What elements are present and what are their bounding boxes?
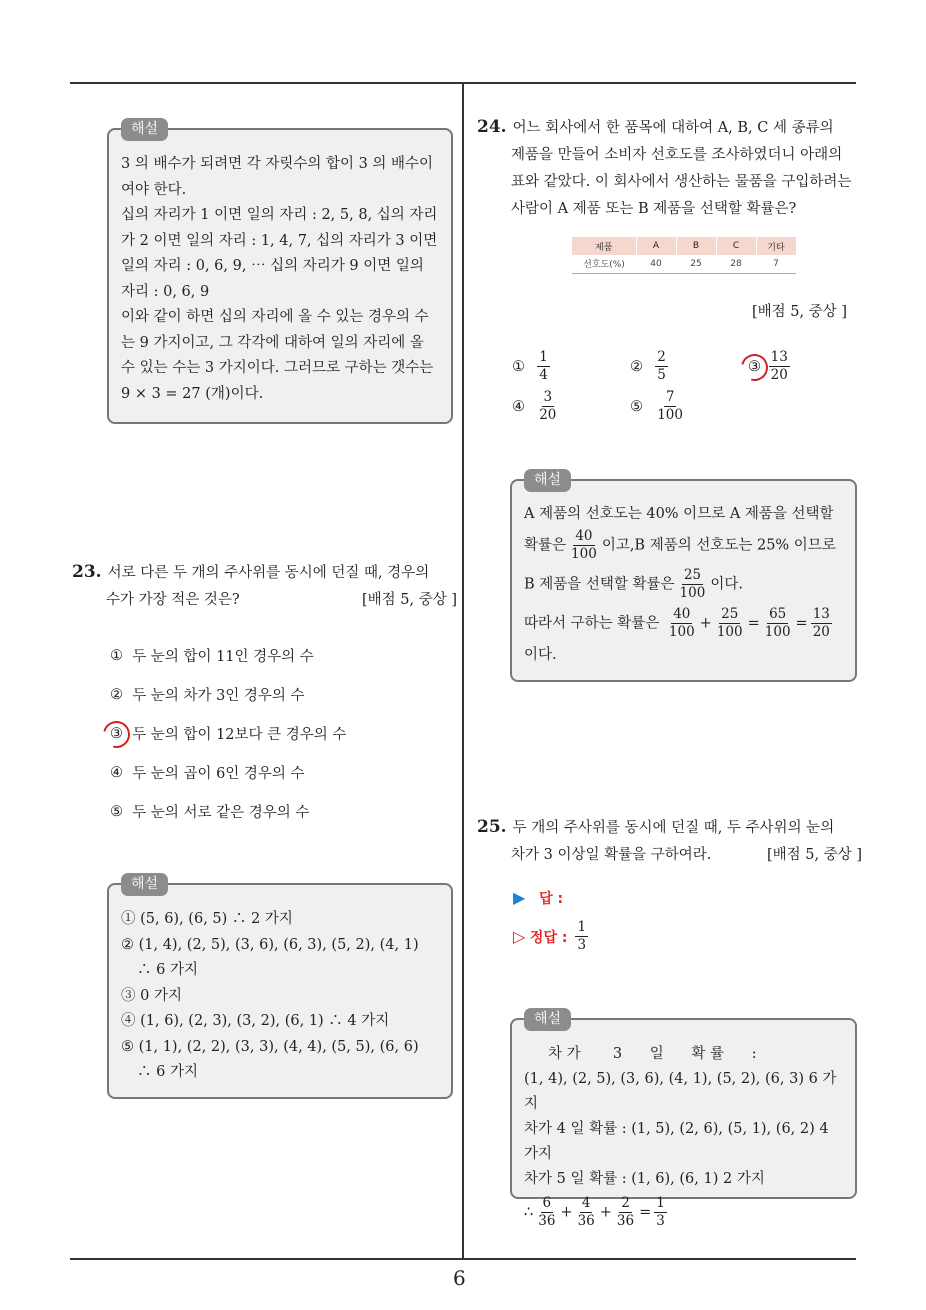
question-24 (477, 114, 862, 223)
page-number: 6 (453, 1266, 466, 1290)
selected-answer-circle (98, 716, 135, 753)
question-text: 차가 3 이상일 확률을 구하여라. (511, 847, 712, 863)
solution-tag: 해설 (524, 1008, 571, 1031)
question-25 (477, 814, 862, 869)
option-mark: ⑤ (110, 803, 123, 820)
table-cell: 선호도(%) (572, 255, 636, 273)
option-text: 두 눈의 합이 11인 경우의 수 (132, 649, 314, 665)
option-2[interactable] (630, 350, 671, 383)
option-5[interactable] (110, 801, 309, 822)
option-mark: ⑤ (630, 398, 643, 415)
solution-tag: 해설 (524, 469, 571, 492)
solution-line: 이와 같이 하면 십의 자리에 올 수 있는 경우의 수 (121, 309, 429, 325)
question-text: 제품을 만들어 소비자 선호도를 조사하였더니 아래의 (511, 147, 843, 163)
solution-line: 따라서 구하는 확률은 $\frac{40}{100}$ + $\frac{25}{100}$ = $\frac{65}{100}$ = $\frac{13}{20}$ (524, 606, 830, 640)
solution-line: B 제품을 선택할 확률은 $\frac{25}{100}$ 이다. (524, 567, 743, 601)
option-4[interactable] (110, 762, 305, 783)
solution-line: ③ 0 가지 (121, 987, 182, 1004)
correct-answer (513, 920, 591, 953)
solution-line: 차가 5 일 확률 : (1, 6), (6, 1) 2 가지 (524, 1171, 765, 1187)
solution-line: 확률은 $\frac{40}{100}$ 이고,B 제품의 선호도는 25% 이므로 (524, 528, 836, 562)
table-cell: 7 (756, 255, 796, 273)
question-text: 표와 같았다. 이 회사에서 생산하는 물품을 구입하려는 (511, 174, 852, 190)
option-3[interactable] (110, 723, 346, 744)
solution-line: 차 가 3 일 확 률 : (548, 1046, 757, 1062)
outline-triangle-icon: ▷ (513, 927, 526, 946)
option-fraction: $\frac{2}{5}$ (657, 349, 666, 383)
question-number: 23. (72, 562, 102, 582)
table-cell: 25 (676, 255, 716, 273)
question-text: 어느 회사에서 한 품목에 대하여 A, B, C 세 종류의 (512, 120, 834, 136)
question-text: 수가 가장 적은 것은? (106, 592, 240, 608)
solution-line: 는 9 가지이고, 그 각각에 대하여 일의 자리에 올 (121, 334, 424, 351)
question-23 (72, 559, 457, 614)
question-text: 사람이 A 제품 또는 B 제품을 선택할 확률은? (511, 201, 797, 217)
question-number: 24. (477, 117, 507, 137)
table-header: A (636, 237, 676, 255)
option-text: 두 눈의 합이 12보다 큰 경우의 수 (132, 727, 347, 743)
preference-table (572, 237, 797, 274)
solution-line: ④ (1, 6), (2, 3), (3, 2), (6, 1) ∴ 4 가지 (121, 1013, 390, 1029)
option-text: 두 눈의 서로 같은 경우의 수 (132, 805, 310, 821)
solution-line: 3 의 배수가 되려면 각 자릿수의 합이 3 의 배수이 (121, 156, 434, 172)
option-text: 두 눈의 차가 3인 경우의 수 (132, 688, 305, 704)
solution-box-25 (510, 1011, 857, 1229)
solution-box-23 (107, 876, 453, 1099)
solution-tag: 해설 (121, 873, 168, 896)
solution-line: 이다. (524, 647, 557, 663)
play-triangle-icon: ▶ (513, 888, 526, 907)
solution-line: ∴ 6 가지 (137, 1064, 198, 1080)
selected-answer-circle (736, 349, 773, 386)
option-fraction: $\frac{3}{20}$ (539, 389, 557, 423)
column-divider (462, 84, 464, 1260)
option-text: 두 눈의 곱이 6인 경우의 수 (132, 766, 305, 782)
solution-line: ⑤ (1, 1), (2, 2), (3, 3), (4, 4), (5, 5), (6, 6) (121, 1038, 419, 1055)
score-label: [배점 5, 중상 ] (766, 847, 862, 863)
question-text: 서로 다른 두 개의 주사위를 동시에 던질 때, 경우의 (107, 565, 430, 581)
option-5[interactable] (630, 390, 688, 423)
solution-line: 자리 : 0, 6, 9 (121, 283, 210, 300)
table-header: B (676, 237, 716, 255)
solution-line: 차가 4 일 확률 : (1, 5), (2, 6), (5, 1), (6, 2) 4 가지 (524, 1121, 829, 1162)
solution-line: 여야 한다. (121, 181, 187, 198)
score-label: [배점 5, 중상 ] (361, 592, 457, 608)
table-header: C (716, 237, 756, 255)
option-fraction: $\frac{7}{100}$ (657, 389, 683, 423)
option-mark: ④ (512, 398, 525, 415)
correct-fraction: $\frac{1}{3}$ (577, 919, 587, 953)
option-mark: ② (630, 358, 643, 375)
solution-line: 수 있는 수는 3 가지이다. 그러므로 구하는 갯수는 (121, 360, 434, 376)
option-1[interactable] (512, 350, 553, 383)
correct-label: 정답 : (529, 929, 568, 946)
table-header: 제품 (572, 237, 636, 255)
table-header: 기타 (756, 237, 796, 255)
solution-tag: 해설 (121, 118, 168, 141)
option-3[interactable] (748, 350, 793, 383)
solution-box-22 (107, 121, 453, 424)
option-4[interactable] (512, 390, 561, 423)
option-mark: ③ (748, 358, 761, 375)
option-fraction: $\frac{1}{4}$ (539, 349, 548, 383)
solution-line: ① (5, 6), (6, 5) ∴ 2 가지 (121, 911, 293, 927)
question-number: 25. (477, 817, 507, 837)
option-2[interactable] (110, 684, 305, 705)
option-1[interactable] (110, 645, 314, 666)
option-mark: ④ (110, 764, 123, 781)
table-cell: 28 (716, 255, 756, 273)
solution-line: ∴ 6 가지 (137, 962, 198, 978)
solution-line: ∴ $\frac{6}{36}$ + $\frac{4}{36}$ + $\frac{2}{36}$ = $\frac{1}{3}$ (524, 1195, 665, 1229)
table-cell: 40 (636, 255, 676, 273)
solution-line: 가 2 이면 일의 자리 : 1, 4, 7, 십의 자리가 3 이면 (121, 232, 438, 249)
option-mark: ① (110, 647, 123, 664)
answer-label: 답 : (539, 891, 564, 907)
score-label: [배점 5, 중상 ] (752, 304, 848, 320)
option-mark: ① (512, 358, 525, 375)
option-fraction: $\frac{13}{20}$ (770, 349, 788, 383)
option-mark: ③ (110, 725, 123, 742)
solution-line: (1, 4), (2, 5), (3, 6), (4, 1), (5, 2), (6, 3) 6 가지 (524, 1071, 837, 1112)
solution-line: 9 × 3 = 27 (개)이다. (121, 385, 264, 402)
solution-line: ② (1, 4), (2, 5), (3, 6), (6, 3), (5, 2), (4, 1) (121, 936, 419, 953)
question-text: 두 개의 주사위를 동시에 던질 때, 두 주사위의 눈의 (512, 820, 835, 836)
bottom-rule (70, 1258, 856, 1260)
answer-field[interactable] (513, 888, 563, 908)
option-mark: ② (110, 686, 123, 703)
solution-line: A 제품의 선호도는 40% 이므로 A 제품을 선택할 (524, 506, 834, 522)
solution-line: 일의 자리 : 0, 6, 9, ⋯ 십의 자리가 9 이면 일의 (121, 258, 424, 274)
solution-line: 십의 자리가 1 이면 일의 자리 : 2, 5, 8, 십의 자리 (121, 207, 438, 223)
solution-box-24 (510, 472, 857, 682)
